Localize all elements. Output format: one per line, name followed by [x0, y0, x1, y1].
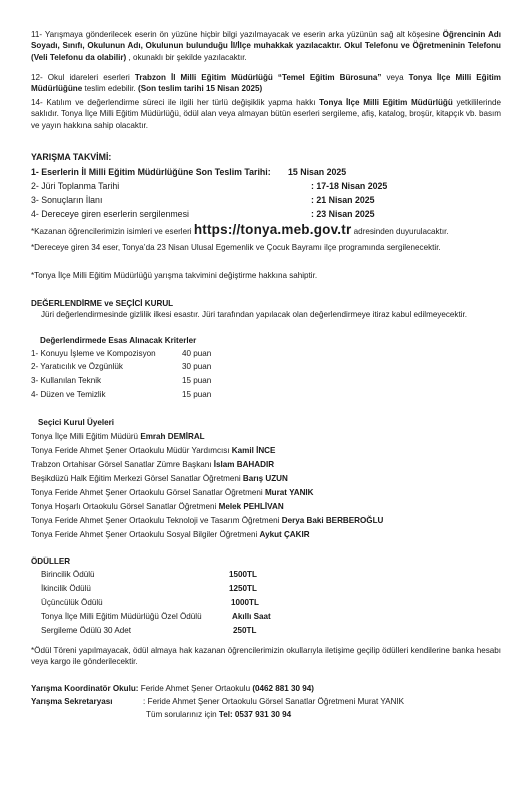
awards-note: *Ödül Töreni yapılmayacak, ödül almaya hak kazanan öğrencilerimizin okullarıyla iletişime geçilip ödülleri kendilerine banka hesabı veya kargo ile gönderilecektir. — [31, 646, 501, 667]
rule-11 — [31, 29, 501, 63]
schedule-title: YARIŞMA TAKVİMİ: — [31, 152, 112, 162]
website-link[interactable]: https://tonya.meb.gov.tr — [193, 222, 352, 237]
rule-14: 14- Katılım ve değerlendirme süreci ile ilgili her türlü değişiklik yapma hakkı Tonya İlçe Milli Eğitim Müdürlüğü yetkililerinde saklıdır. Tonya İlçe Milli Eğitim Müdürlüğü, ödül alan veya almayan bütün eserleri sergileme, afiş, katalog, broşür, kitapçık vb. basım ve yayın hakkına sahip olacaktır. — [31, 98, 501, 130]
questions-line: Tüm sorularınız için Tel: 0537 931 30 94 — [146, 710, 292, 719]
rule-11-bold: Öğrencinin Adı Soyadı, Sınıfı, Okulunun Adı, Okulunun bulunduğu İl/İlçe muhakkak yazılacaktır. Okul Telefonu ve Öğretmeninin Telefonu (Veli Telefonu da olabilir) — [31, 30, 501, 62]
schedule-note-exhibit: *Dereceye giren 34 eser, Tonya’da 23 Nisan Ulusal Egemenlik ve Çocuk Bayramı ilçe programında sergilenecektir. — [31, 243, 441, 252]
criteria-title: Değerlendirmede Esas Alınacak Kriterler — [40, 336, 197, 345]
jury-member: Trabzon Ortahisar Görsel Sanatlar Zümre Başkanı İslam BAHADIR — [31, 460, 275, 469]
jury-member: Tonya Feride Ahmet Şener Ortaokulu Sosyal Bilgiler Öğretmeni Aykut ÇAKIR — [31, 530, 310, 539]
rule-11-text: 11- Yarışmaya gönderilecek eserin ön yüzüne hiçbir bilgi yazılmayacak ve eserin arka yüzünün sağ alt köşesine — [31, 30, 443, 39]
jury-title: Seçici Kurul Üyeleri — [38, 418, 115, 427]
document-page: 11- Yarışmaya gönderilecek eserin ön yüzüne hiçbir bilgi yazılmayacak ve eserin arka yüzünün sağ alt köşesine Öğrencinin Adı Soyadı, Sınıfı, Okulunun Adı, Okulunun bulunduğu İl/İlçe muhakkak yazılacaktır. Okul Telefonu ve Öğretmeninin Telefonu (Veli Telefonu da olabilir) , okunaklı bir şekilde yazılacaktır. 12- Okul idareleri eserleri Trabzon İl Milli Eğitim Müdürlüğü “Temel Eğitim Bürosuna” veya Tonya İlçe Milli Eğitim Müdürlüğüne teslim edebilir. (Son teslim tarihi 15 Nisan 2025) 14- Katılım ve değerlendirme süreci ile ilgili her türlü değişiklik yapma hakkı Tonya İlçe Milli Eğitim Müdürlüğü yetkililerinde saklıdır. Tonya İlçe Milli Eğitim Müdürlüğü, ödül alan veya almayan bütün eserleri sergileme, afiş, katalog, broşür, kitapçık vb. basım ve yayın hakkına sahip olacaktır. YARIŞMA TAKVİMİ: 1- Eserlerin İl Milli Eğitim Müdürlüğüne Son Teslim Tarihi: 15 Nisan 2025 2- Jüri Toplanma Tarihi : 17-18 Nisan 2025 3- Sonuçların İlanı : 21 Nisan 2025 4- Dereceye giren eserlerin sergilenmesi : 23 Nisan 2025 *Kazanan öğrencilerimizin isimleri ve eserleri https://tonya.meb.gov.tr adresinden duyurulacaktır. *Dereceye giren 34 eser, Tonya’da 23 Nisan Ulusal Egemenlik ve Çocuk Bayramı ilçe programında sergilenecektir. *Tonya İlçe Milli Eğitim Müdürlüğü yarışma takvimini değiştirme hakkına sahiptir. DEĞERLENDİRME ve SEÇİCİ KURUL Jüri değerlendirmesinde gizlilik ilkesi esastır. Jüri tarafından yapılacak olan değerlendirmeye itiraz kabul edilmeyecektir. Değerlendirmede Esas Alınacak Kriterler 1- Konuyu İşleme ve Kompozisyon 40 puan 2- Yaratıcılık ve Özgünlük 30 puan 3- Kullanılan Teknik 15 puan 4- Düzen ve Temizlik 15 puan Seçici Kurul Üyeleri Tonya İlçe Milli Eğitim Müdürü Emrah DEMİRAL Tonya Feride Ahmet Şener Ortaokulu Müdür Yardımcısı Kamil İNCE Trabzon Ortahisar Görsel Sanatlar Zümre Başkanı İslam BAHADIR Beşikdüzü Halk Eğitim Merkezi Görsel Sanatlar Öğretmeni Barış UZUN Tonya Feride Ahmet Şener Ortaokulu Görsel Sanatlar Öğretmeni Murat YANIK Tonya Hoşarlı Ortaokulu Görsel Sanatlar Öğretmeni Melek PEHLİVAN Tonya Feride Ahmet Şener Ortaokulu Teknoloji ve Tasarım Öğretmeni Derya Baki BERBEROĞLU Tonya Feride Ahmet Şener Ortaokulu Sosyal Bilgiler Öğretmeni Aykut ÇAKIR ÖDÜLLER Birincilik Ödülü 1500TL İkincilik Ödülü 1250TL Üçüncülük Ödülü 1000TL Tonya İlçe Milli Eğitim Müdürlüğü Özel Ödülü Akıllı Saat Sergileme Ödülü 30 Adet 250TL *Ödül Töreni yapılmayacak, ödül almaya hak kazanan öğrencilerimizin okullarıyla iletişime geçilip ödülleri kendilerine banka hesabı veya kargo ile gönderilecektir. Yarışma Koordinatör Okulu: Feride Ahmet Şener Ortaokulu (0462 881 30 94) Yarışma Sekretaryası : Feride Ahmet Şener Ortaokulu Görsel Sanatlar Öğretmeni Murat YANIK Tüm sorularınız için Tel: 0537 931 30 94 — [31, 30, 501, 719]
schedule-note-rights: *Tonya İlçe Milli Eğitim Müdürlüğü yarışma takvimini değiştirme hakkına sahiptir. — [31, 271, 318, 280]
evaluation-intro: Jüri değerlendirmesinde gizlilik ilkesi esastır. Jüri tarafından yapılacak olan değerlendirmeye itiraz kabul edilmeyecektir. — [41, 310, 468, 319]
jury-member: Tonya Feride Ahmet Şener Ortaokulu Müdür Yardımcısı Kamil İNCE — [31, 446, 276, 455]
jury-member: Tonya Feride Ahmet Şener Ortaokulu Görsel Sanatlar Öğretmeni Murat YANIK — [31, 488, 314, 497]
jury-member: Beşikdüzü Halk Eğitim Merkezi Görsel Sanatlar Öğretmeni Barış UZUN — [31, 474, 288, 483]
evaluation-title: DEĞERLENDİRME ve SEÇİCİ KURUL — [31, 299, 174, 308]
coordinator-line: Yarışma Koordinatör Okulu: Feride Ahmet Şener Ortaokulu (0462 881 30 94) — [31, 684, 314, 693]
secretary-line: Yarışma Sekretaryası : Feride Ahmet Şener Ortaokulu Görsel Sanatlar Öğretmeni Murat YANIK — [31, 697, 405, 706]
jury-member: Tonya İlçe Milli Eğitim Müdürü Emrah DEMİRAL — [31, 432, 205, 441]
jury-member: Tonya Hoşarlı Ortaokulu Görsel Sanatlar Öğretmeni Melek PEHLİVAN — [31, 502, 284, 511]
rule-12: 12- Okul idareleri eserleri Trabzon İl Milli Eğitim Müdürlüğü “Temel Eğitim Bürosuna” veya Tonya İlçe Milli Eğitim Müdürlüğüne teslim edebilir. (Son teslim tarihi 15 Nisan 2025) — [31, 73, 501, 94]
awards-title: ÖDÜLLER — [31, 557, 71, 566]
rule-11-tail: , okunaklı bir şekilde yazılacaktır. — [126, 52, 247, 62]
jury-member: Tonya Feride Ahmet Şener Ortaokulu Teknoloji ve Tasarım Öğretmeni Derya Baki BERBEROĞLU — [31, 516, 384, 525]
schedule-note-url: *Kazanan öğrencilerimizin isimleri ve eserleri https://tonya.meb.gov.tr adresinden duyurulacaktır. — [31, 222, 449, 237]
